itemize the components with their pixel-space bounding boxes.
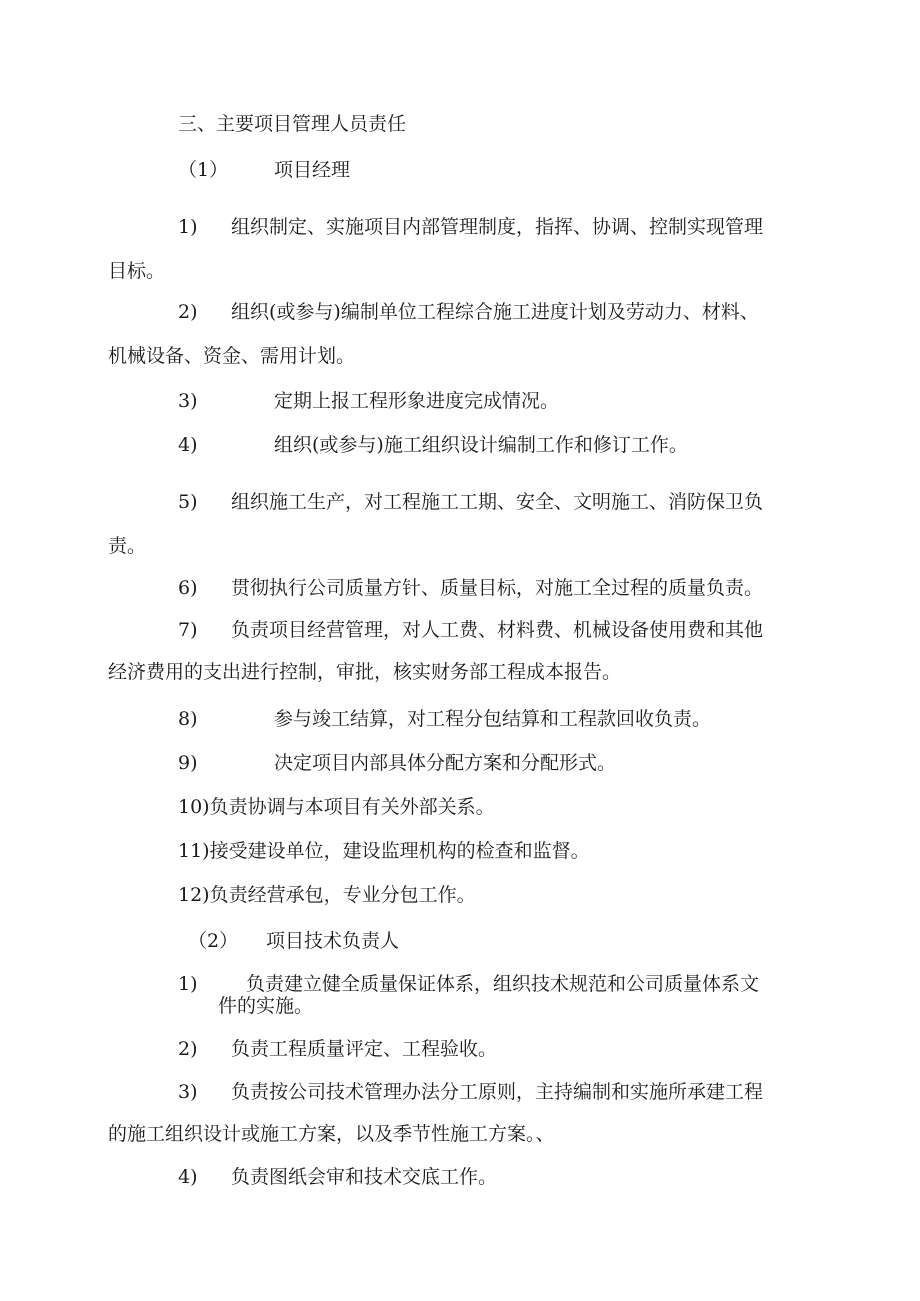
item-text-continued: 件的实施。 <box>218 995 314 1017</box>
item-number: 8) <box>178 708 198 730</box>
list-item <box>108 618 818 683</box>
item-text-continued: 责。 <box>108 535 147 557</box>
item-number: 2) <box>178 1038 198 1060</box>
item-text-continued: 经济费用的支出进行控制，审批，核实财务部工程成本报告。 <box>108 661 622 683</box>
item-number: 2) <box>178 301 198 323</box>
item-number: 3) <box>178 390 198 412</box>
item-text: 贯彻执行公司质量方针、质量目标，对施工全过程的质量负责。 <box>231 577 764 599</box>
item-text: 决定项目内部具体分配方案和分配形式。 <box>274 752 617 774</box>
item-number: 4) <box>178 1166 198 1188</box>
item-number: 1) <box>178 216 198 238</box>
section-title: 三、主要项目管理人员责任 <box>178 113 407 135</box>
list-item <box>108 1080 818 1145</box>
item-number: 1) <box>178 973 198 995</box>
item-text: 组织制定、实施项目内部管理制度，指挥、协调、控制实现管理 <box>231 216 764 238</box>
item-text: 负责工程质量评定、工程验收。 <box>231 1038 498 1060</box>
item-text: 负责图纸会审和技术交底工作。 <box>231 1166 498 1188</box>
item-number: 3) <box>178 1081 198 1103</box>
role-number: （2） <box>188 930 239 952</box>
list-item <box>108 300 818 367</box>
item-text-continued: 目标。 <box>108 260 166 282</box>
role-title: 项目经理 <box>274 159 351 181</box>
list-item <box>108 215 818 282</box>
item-number: 5) <box>178 491 198 513</box>
item-text-continued: 的施工组织设计或施工方案，以及季节性施工方案。、 <box>108 1123 555 1145</box>
role-title: 项目技术负责人 <box>266 930 400 952</box>
item-number: 9) <box>178 752 198 774</box>
item-text: 定期上报工程形象进度完成情况。 <box>274 390 560 412</box>
item-text: 组织施工生产，对工程施工工期、安全、文明施工、消防保卫负 <box>231 491 764 513</box>
list-item: 10)负责协调与本项目有关外部关系。 <box>178 796 495 818</box>
list-item: 11)接受建设单位，建设监理机构的检查和监督。 <box>178 840 590 862</box>
item-number: 6) <box>178 577 198 599</box>
role-number: （1） <box>178 159 229 181</box>
item-text: 负责项目经营管理，对人工费、材料费、机械设备使用费和其他 <box>231 619 764 641</box>
item-text: 负责按公司技术管理办法分工原则，主持编制和实施所承建工程 <box>231 1081 764 1103</box>
item-text: 组织(或参与)编制单位工程综合施工进度计划及劳动力、材料、 <box>231 301 759 323</box>
item-text: 组织(或参与)施工组织设计编制工作和修订工作。 <box>274 434 688 456</box>
list-item <box>108 490 818 557</box>
item-number: 4) <box>178 434 198 456</box>
item-number: 7) <box>178 619 198 641</box>
item-text: 参与竣工结算，对工程分包结算和工程款回收负责。 <box>274 708 712 730</box>
item-text: 负责建立健全质量保证体系，组织技术规范和公司质量体系文 <box>246 973 760 995</box>
list-item <box>178 972 818 1022</box>
list-item: 12)负责经营承包，专业分包工作。 <box>178 884 476 906</box>
item-text-continued: 机械设备、资金、需用计划。 <box>108 345 356 367</box>
